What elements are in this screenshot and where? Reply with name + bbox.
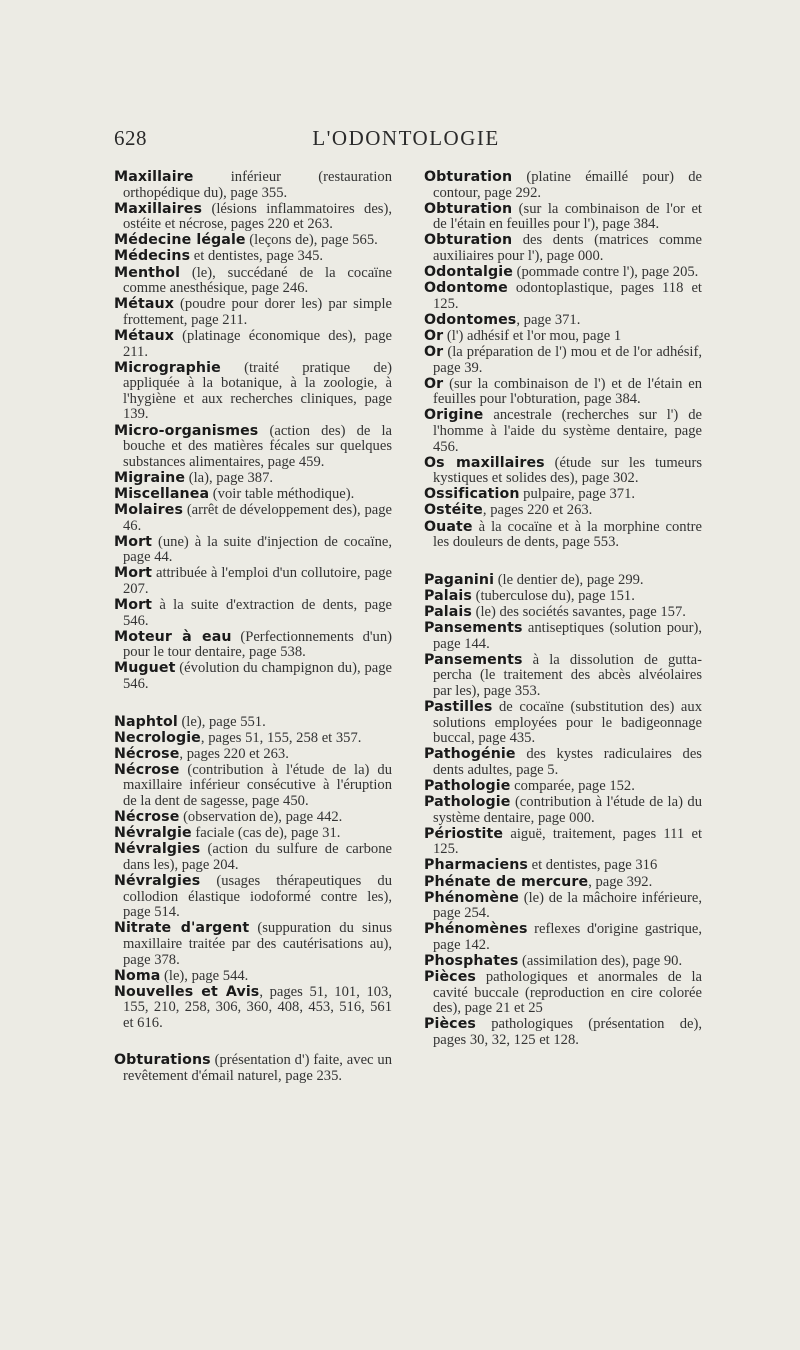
entry-heading: Or — [424, 375, 444, 392]
entry-heading: Or — [424, 344, 444, 361]
entry-text: (contribution à l'étude de la) du système dentaire, page 000. — [433, 794, 702, 826]
entry-heading: Pièces — [424, 969, 476, 986]
entry-text: à la dissolution de gutta-percha (le traitement des abcès alvéolaires par les), page 353. — [433, 651, 702, 699]
entry-heading: Pastilles — [424, 699, 493, 715]
index-entry — [114, 297, 392, 328]
entry-heading: Noma — [114, 967, 161, 984]
index-entry — [424, 779, 702, 795]
entry-text: (pommade contre l'), page 205. — [512, 264, 699, 281]
entry-text: (contribution à l'étude de la) du maxillaire inférieur consécutive à l'éruption de la dent de sagesse, page 450. — [123, 761, 392, 810]
entry-text: pathologiques et anormales de la cavité buccale (reproduction en cire colorée des), page 21 et 25 — [433, 969, 702, 1017]
entry-text: (leçons de), page 565. — [245, 232, 378, 249]
entry-heading: Pansements — [424, 651, 523, 668]
index-entry — [114, 731, 392, 747]
entry-heading: Or — [424, 327, 444, 344]
index-entry — [424, 922, 702, 953]
entry-text: (lésions inflammatoires des), ostéite et nécrose, pages 220 et 263. — [123, 200, 392, 233]
index-entry — [424, 487, 702, 503]
entry-text: (platine émaillé pour) de contour, page 292. — [433, 169, 702, 201]
entry-text: (action du sulfure de carbone dans les), page 204. — [123, 841, 392, 873]
entry-heading: Odontome — [424, 280, 508, 297]
index-entry — [424, 700, 702, 747]
entry-heading: Nécrose — [114, 745, 180, 762]
entry-text: , pages 51, 101, 103, 155, 210, 258, 306, 360, 408, 453, 516, 561 et 616. — [123, 983, 392, 1031]
entry-heading: Ouate — [424, 518, 473, 535]
entry-text: inférieur (restauration orthopédique du), page 355. — [123, 169, 392, 201]
index-entry — [114, 921, 392, 968]
entry-text: (action des) de la bouche et des matières fécales sur quelques substances alimentaires, page 459. — [123, 422, 392, 470]
entry-text: (le), page 544. — [160, 967, 249, 984]
index-entry — [114, 424, 392, 471]
entry-heading: Molaires — [114, 501, 184, 518]
entry-heading: Ostéite — [424, 502, 483, 519]
entry-heading: Phosphates — [424, 953, 519, 969]
entry-text: ancestrale (recherches sur l') de l'homme à l'aide du système dentaire, page 456. — [433, 407, 702, 455]
entry-heading: Phénate de mercure — [424, 873, 589, 890]
index-entry — [114, 715, 392, 731]
entry-heading: Mort — [114, 565, 153, 582]
entry-text: (suppuration du sinus maxillaire traitée par des cautérisations au), page 378. — [123, 920, 392, 968]
entry-text: (Perfectionnements d'un) pour le tour dentaire, page 538. — [123, 628, 392, 661]
entry-heading: Métaux — [114, 327, 174, 344]
index-entry — [424, 233, 702, 264]
index-entry — [114, 535, 392, 566]
index-entry — [424, 589, 702, 605]
index-entry — [424, 653, 702, 700]
index-entry — [424, 170, 702, 201]
entry-text: (le), succédané de la cocaïne comme anesthésique, page 246. — [123, 264, 392, 297]
entry-text: aiguë, traitement, pages 111 et 125. — [433, 825, 702, 858]
entry-heading: Odontalgie — [424, 264, 513, 281]
index-entry — [114, 266, 392, 297]
index-entry — [424, 265, 702, 281]
entry-heading: Maxillaire — [114, 169, 194, 185]
index-entry — [114, 1053, 392, 1084]
entry-text: (sur la combinaison de l') et de l'étain en feuilles pour l'obturation, page 384. — [433, 375, 702, 408]
index-entry — [114, 361, 392, 423]
entry-text: (observation de), page 442. — [179, 809, 343, 826]
index-entry — [114, 487, 392, 503]
entry-text: , pages 51, 155, 258 et 357. — [200, 729, 362, 746]
entry-heading: Obturation — [424, 200, 513, 217]
entry-heading: Palais — [424, 603, 472, 620]
entry-text: (platinage économique des), page 211. — [123, 327, 392, 360]
index-entry — [424, 605, 702, 621]
entry-text: (la), page 387. — [185, 469, 274, 486]
entry-text: (assimilation des), page 90. — [518, 953, 683, 969]
entry-heading: Médecins — [114, 248, 191, 265]
entry-heading: Moteur à eau — [114, 628, 232, 645]
index-entry — [424, 281, 702, 312]
index-entry — [424, 408, 702, 455]
entry-text: (voir table méthodique). — [209, 485, 355, 502]
entry-text: comparée, page 152. — [510, 777, 635, 794]
index-entry — [114, 630, 392, 661]
entry-heading: Névralgie — [114, 825, 192, 842]
entry-heading: Périostite — [424, 825, 504, 842]
entry-text: antiseptiques (solution pour), page 144. — [433, 620, 702, 652]
entry-text: des dents (matrices comme auxiliaires pour l'), page 000. — [433, 232, 702, 264]
index-entry — [424, 875, 702, 891]
index-entry — [424, 827, 702, 858]
entry-heading: Paganini — [424, 571, 495, 588]
entry-text: à la cocaïne et à la morphine contre les douleurs de dents, page 553. — [433, 518, 702, 551]
index-entry — [114, 985, 392, 1032]
running-title: L'ODONTOLOGIE — [312, 126, 500, 150]
entry-text: reflexes d'origine gastrique, page 142. — [433, 921, 702, 953]
entry-heading: Odontomes — [424, 311, 517, 328]
entry-text: et dentistes, page 316 — [527, 857, 658, 874]
entry-heading: Médecine légale — [114, 232, 246, 249]
index-entry — [114, 503, 392, 534]
entry-heading: Nécrose — [114, 809, 180, 826]
entry-text: (une) à la suite d'injection de cocaïne, page 44. — [123, 533, 392, 566]
entry-heading: Naphtol — [114, 713, 178, 730]
entry-text: (évolution du champignon du), page 546. — [123, 660, 392, 692]
entry-heading: Miscellanea — [114, 485, 210, 502]
index-entry — [424, 858, 702, 874]
entry-heading: Névralgies — [114, 841, 201, 858]
index-entry — [424, 970, 702, 1017]
index-entry — [424, 456, 702, 487]
entry-heading: Nouvelles et Avis — [114, 983, 260, 1000]
entry-heading: Origine — [424, 407, 484, 424]
entry-text: (étude sur les tumeurs kystiques et solides des), page 302. — [433, 454, 702, 487]
entry-text: pulpaire, page 371. — [519, 486, 636, 503]
entry-text: pathologiques (présentation de), pages 30, 32, 125 et 128. — [433, 1016, 702, 1048]
entry-text: de cocaïne (substitution des) aux solutions employées pour le badigeonnage buccal, page 435. — [433, 699, 702, 747]
entry-heading: Nitrate d'argent — [114, 920, 250, 937]
entry-heading: Palais — [424, 587, 472, 604]
index-entry — [114, 471, 392, 487]
index-entry — [114, 598, 392, 629]
page-header — [114, 126, 698, 156]
index-entry — [114, 249, 392, 265]
entry-heading: Pharmaciens — [424, 857, 528, 874]
entry-heading: Muguet — [114, 660, 176, 677]
entry-text: odontoplastique, pages 118 et 125. — [433, 280, 702, 312]
index-entry — [424, 891, 702, 922]
entry-text: (le) de la mâchoire inférieure, page 254. — [433, 889, 702, 922]
entry-heading: Nécrose — [114, 761, 180, 778]
index-entry — [114, 566, 392, 597]
index-entry — [424, 503, 702, 519]
entry-heading: Os maxillaires — [424, 454, 545, 471]
index-entry — [114, 763, 392, 810]
entry-text: et dentistes, page 345. — [190, 248, 324, 265]
index-entry — [114, 810, 392, 826]
index-entry — [424, 954, 702, 970]
index-entry — [424, 377, 702, 408]
entry-heading: Pathologie — [424, 777, 511, 794]
index-entry — [114, 826, 392, 842]
entry-heading: Métaux — [114, 296, 174, 313]
entry-text: , pages 220 et 263. — [179, 745, 289, 762]
index-entry — [424, 1017, 702, 1048]
entry-heading: Pathogénie — [424, 746, 516, 763]
entry-text: attribuée à l'emploi d'un collutoire, page 207. — [123, 565, 392, 597]
entry-text: (usages thérapeutiques du collodion élastique iodoformé contre les), page 514. — [123, 873, 392, 921]
entry-text: (l') adhésif et l'or mou, page 1 — [443, 327, 622, 344]
entry-heading: Obturations — [114, 1052, 211, 1069]
entry-heading: Obturation — [424, 232, 513, 249]
entry-heading: Mort — [114, 597, 153, 614]
entry-text: (le) des sociétés savantes, page 157. — [471, 603, 686, 620]
index-entry — [114, 329, 392, 360]
entry-heading: Micrographie — [114, 359, 221, 376]
index-entry — [424, 313, 702, 329]
index-entry — [424, 202, 702, 233]
index-entry — [114, 842, 392, 873]
entry-heading: Migraine — [114, 469, 186, 486]
entry-text: (traité pratique de) appliquée à la botanique, à la zoologie, à l'hygiène et aux recherches cliniques, page 139. — [123, 359, 392, 423]
entry-text: (poudre pour dorer les) par simple frottement, page 211. — [123, 296, 392, 328]
entry-heading: Ossification — [424, 486, 520, 503]
index-entry — [424, 795, 702, 826]
entry-heading: Micro-organismes — [114, 422, 259, 439]
entry-text: à la suite d'extraction de dents, page 546. — [123, 597, 392, 629]
entry-text: (sur la combinaison de l'or et de l'étain en feuilles pour l'), page 384. — [433, 200, 702, 233]
index-entry — [114, 661, 392, 692]
index-column-left — [114, 170, 392, 1085]
index-column-right — [424, 170, 702, 1049]
index-entry — [114, 233, 392, 249]
entry-heading: Necrologie — [114, 729, 201, 746]
entry-heading: Menthol — [114, 264, 181, 281]
entry-heading: Pansements — [424, 620, 523, 637]
index-entry — [424, 345, 702, 376]
index-entry — [114, 202, 392, 233]
entry-text: des kystes radiculaires des dents adultes, page 5. — [433, 746, 702, 778]
index-entry — [424, 573, 702, 589]
entry-text: faciale (cas de), page 31. — [191, 825, 341, 842]
index-entry — [114, 969, 392, 985]
entry-text: (la préparation de l') mou et de l'or adhésif, page 39. — [433, 344, 702, 376]
index-entry — [114, 747, 392, 763]
index-entry — [424, 621, 702, 652]
entry-text: (arrêt de développement des), page 46. — [123, 501, 392, 534]
entry-heading: Pathologie — [424, 794, 511, 811]
entry-text: , page 371. — [516, 311, 581, 328]
entry-heading: Obturation — [424, 169, 513, 185]
entry-heading: Phénomènes — [424, 921, 528, 938]
entry-heading: Pièces — [424, 1016, 476, 1033]
entry-heading: Maxillaires — [114, 200, 203, 217]
index-entry — [114, 874, 392, 921]
entry-text: , pages 220 et 263. — [482, 502, 593, 519]
entry-text: (le), page 551. — [177, 713, 266, 730]
entry-text: , page 392. — [588, 873, 653, 890]
entry-text: (présentation d') faite, avec un revêtement d'émail naturel, page 235. — [123, 1052, 392, 1085]
index-entry — [424, 520, 702, 551]
entry-heading: Mort — [114, 533, 153, 550]
page-number: 628 — [114, 126, 147, 150]
entry-heading: Phénomène — [424, 889, 519, 906]
index-entry — [424, 747, 702, 778]
entry-text: (tuberculose du), page 151. — [471, 587, 635, 604]
index-entry — [114, 170, 392, 201]
entry-heading: Névralgies — [114, 873, 201, 890]
entry-text: (le dentier de), page 299. — [494, 571, 644, 588]
index-entry — [424, 329, 702, 345]
